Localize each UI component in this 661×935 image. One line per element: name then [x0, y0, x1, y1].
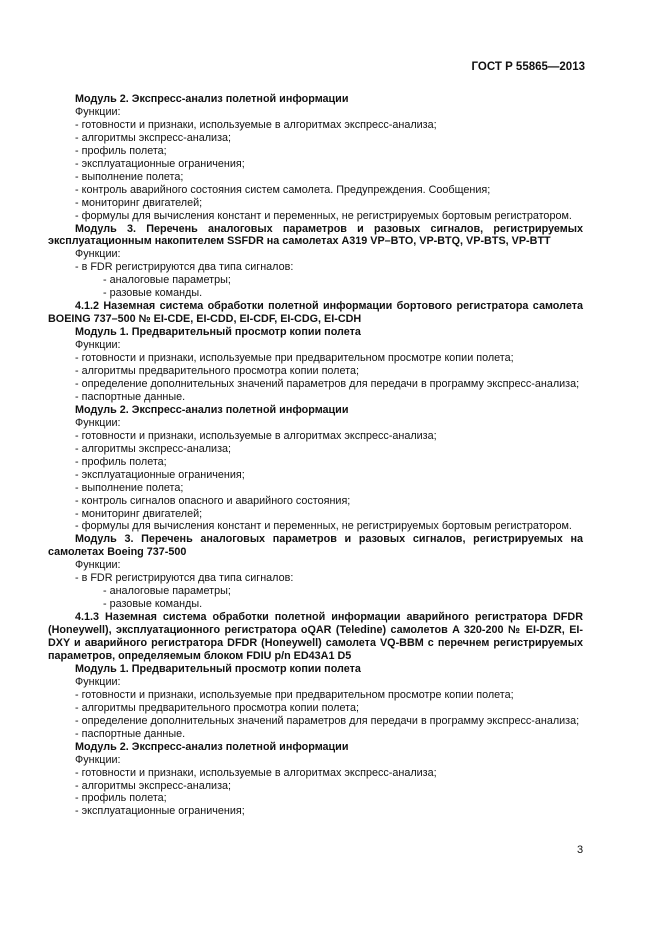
list-item: - готовности и признаки, используемые в алгоритмах экспресс-анализа;: [75, 118, 437, 131]
list-item: - контроль аварийного состояния систем самолета. Предупреждения. Сообщения;: [75, 183, 491, 196]
list-item: - алгоритмы экспресс-анализа;: [75, 779, 232, 792]
list-item: - алгоритмы экспресс-анализа;: [75, 442, 232, 455]
list-item: - формулы для вычисления констант и переменных, не регистрируемых бортовым регистратором.: [75, 209, 572, 222]
list-item: - выполнение полета;: [75, 481, 184, 494]
section-heading: 4.1.3 Наземная система обработки полетной информации аварийного регистратора DFDR (Honeywell), эксплуатационного регистратора oQAR (Teledine) самолетов A 320-200 № EI-DZR, EI-DXY и аварийного регистратора DFDR (Honeywell) самолета VQ-BBM с перечнем регистрируемых параметров, определяемым блоком FDIU p/n ED43A1 D5: [48, 611, 583, 662]
list-item: - алгоритмы предварительного просмотра копии полета;: [75, 365, 359, 378]
paragraph-label: Функции:: [75, 248, 121, 261]
list-item: - мониторинг двигателей;: [75, 507, 203, 520]
list-item: - в FDR регистрируются два типа сигналов:: [75, 261, 294, 274]
sub-list-item: - разовые команды.: [103, 598, 203, 611]
sub-list-item: - аналоговые параметры;: [103, 274, 231, 287]
paragraph-label: Функции:: [75, 675, 121, 688]
section-heading: 4.1.2 Наземная система обработки полетной информации бортового регистратора самолета BOEING 737–500 № EI-CDE, EI-CDD, EI-CDF, EI-CDG, EI-CDH: [48, 300, 583, 326]
page-number: 3: [577, 844, 584, 856]
list-item: - контроль сигналов опасного и аварийного состояния;: [75, 494, 351, 507]
section-heading: Модуль 1. Предварительный просмотр копии полета: [75, 326, 361, 339]
list-item: - определение дополнительных значений параметров для передачи в программу экспресс-анализа;: [75, 714, 580, 727]
list-item: - готовности и признаки, используемые при предварительном просмотре копии полета;: [75, 352, 514, 365]
paragraph-label: Функции:: [75, 753, 121, 766]
section-heading: Модуль 2. Экспресс-анализ полетной информации: [75, 740, 349, 753]
section-heading: Модуль 2. Экспресс-анализ полетной информации: [75, 403, 349, 416]
sub-list-item: - аналоговые параметры;: [103, 585, 231, 598]
section-heading: Модуль 2. Экспресс-анализ полетной информации: [75, 93, 349, 105]
document-body: [48, 93, 583, 818]
section-heading: Модуль 1. Предварительный просмотр копии полета: [75, 662, 361, 675]
list-item: - паспортные данные.: [75, 727, 186, 740]
list-item: - эксплуатационные ограничения;: [75, 157, 245, 170]
paragraph-label: Функции:: [75, 416, 121, 429]
section-heading: Модуль 3. Перечень аналоговых параметров и разовых сигналов, регистрируемых эксплуатационным накопителем SSFDR на самолетах А319 VP–BTO, VP-BTQ, VP-BTS, VP-BTT: [48, 222, 583, 248]
document-header: ГОСТ Р 55865—2013: [471, 61, 585, 73]
sub-list-item: - разовые команды.: [103, 287, 203, 300]
list-item: - профиль полета;: [75, 144, 167, 157]
paragraph-label: Функции:: [75, 339, 121, 352]
list-item: - алгоритмы предварительного просмотра копии полета;: [75, 701, 359, 714]
list-item: - готовности и признаки, используемые при предварительном просмотре копии полета;: [75, 688, 514, 701]
list-item: - определение дополнительных значений параметров для передачи в программу экспресс-анализа;: [75, 377, 580, 390]
list-item: - алгоритмы экспресс-анализа;: [75, 131, 232, 144]
list-item: - профиль полета;: [75, 455, 167, 468]
paragraph-label: Функции:: [75, 105, 121, 118]
list-item: - выполнение полета;: [75, 170, 184, 183]
list-item: - готовности и признаки, используемые в алгоритмах экспресс-анализа;: [75, 766, 437, 779]
list-item: - в FDR регистрируются два типа сигналов:: [75, 572, 294, 585]
paragraph-label: Функции:: [75, 559, 121, 572]
list-item: - эксплуатационные ограничения;: [75, 805, 245, 818]
list-item: - готовности и признаки, используемые в алгоритмах экспресс-анализа;: [75, 429, 437, 442]
list-item: - формулы для вычисления констант и переменных, не регистрируемых бортовым регистратором.: [75, 520, 572, 533]
list-item: - паспортные данные.: [75, 390, 186, 403]
list-item: - профиль полета;: [75, 792, 167, 805]
list-item: - эксплуатационные ограничения;: [75, 468, 245, 481]
section-heading: Модуль 3. Перечень аналоговых параметров и разовых сигналов, регистрируемых на самолетах Boeing 737-500: [48, 533, 583, 559]
list-item: - мониторинг двигателей;: [75, 196, 203, 209]
